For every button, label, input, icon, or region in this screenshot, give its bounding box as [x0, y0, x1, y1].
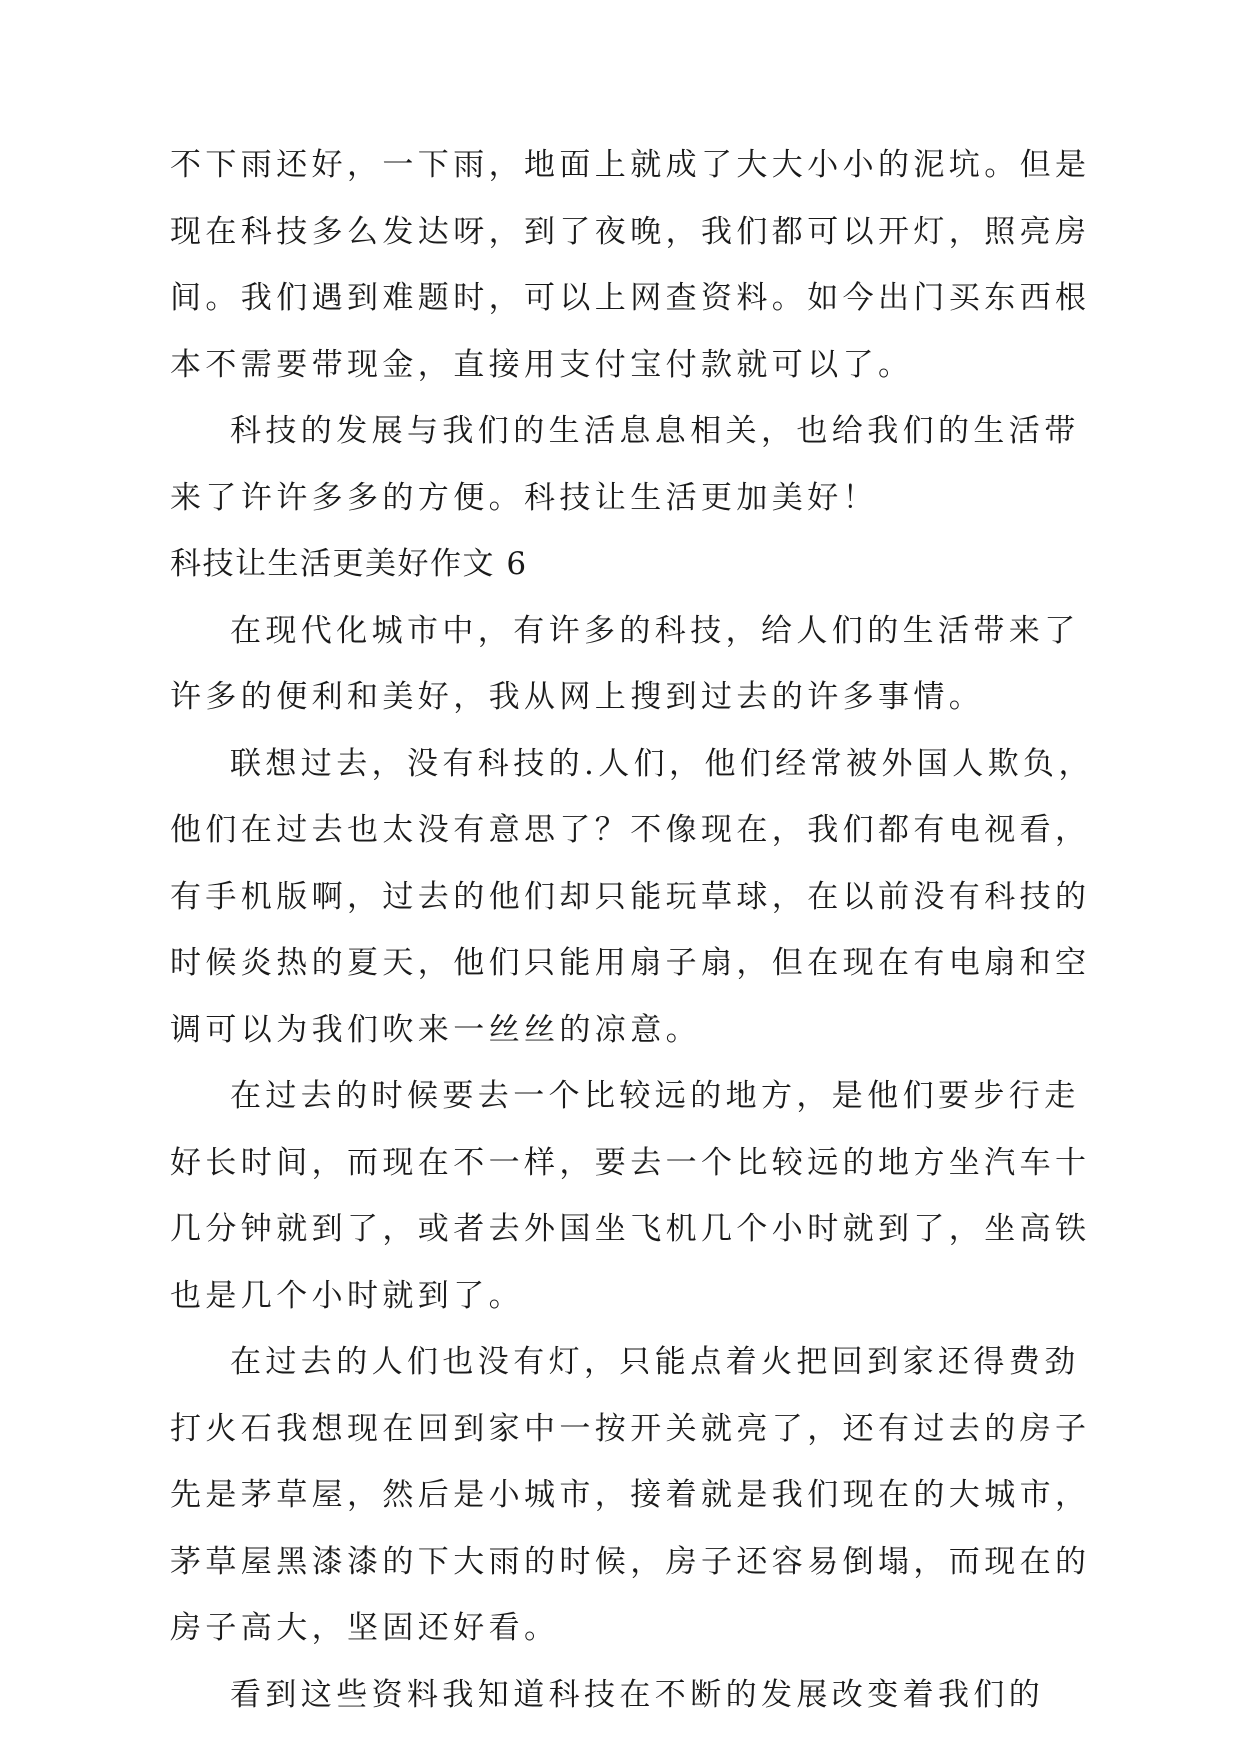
text-line: 看到这些资料我知道科技在不断的发展改变着我们的 — [230, 1677, 1045, 1713]
text-line: 许多的便利和美好，我从网上搜到过去的许多事情。 — [170, 679, 985, 715]
text-line: 本不需要带现金，直接用支付宝付款就可以了。 — [170, 347, 914, 383]
text-line: 在过去的时候要去一个比较远的地方，是他们要步行走 — [230, 1078, 1080, 1114]
text-line: 科技的发展与我们的生活息息相关，也给我们的生活带 — [230, 413, 1080, 449]
text-line: 有手机版啊，过去的他们却只能玩草球，在以前没有科技的 — [170, 879, 1091, 915]
text-line: 在现代化城市中，有许多的科技，给人们的生活带来了 — [230, 613, 1080, 649]
text-line: 先是茅草屋，然后是小城市，接着就是我们现在的大城市， — [170, 1477, 1091, 1513]
text-line: 茅草屋黑漆漆的下大雨的时候，房子还容易倒塌，而现在的 — [170, 1544, 1091, 1580]
text-line: 来了许许多多的方便。科技让生活更加美好！ — [170, 480, 878, 516]
section-heading: 科技让生活更美好作文 6 — [170, 546, 528, 582]
text-line: 房子高大，坚固还好看。 — [170, 1610, 560, 1646]
text-line: 打火石我想现在回到家中一按开关就亮了，还有过去的房子 — [170, 1411, 1091, 1447]
text-line: 好长时间，而现在不一样，要去一个比较远的地方坐汽车十 — [170, 1145, 1091, 1181]
text-line: 时候炎热的夏天，他们只能用扇子扇，但在现在有电扇和空 — [170, 945, 1091, 981]
text-line: 联想过去，没有科技的.人们，他们经常被外国人欺负， — [230, 746, 1094, 782]
text-line: 调可以为我们吹来一丝丝的凉意。 — [170, 1012, 701, 1048]
text-line: 现在科技多么发达呀，到了夜晚，我们都可以开灯，照亮房 — [170, 214, 1091, 250]
text-line: 间。我们遇到难题时，可以上网查资料。如今出门买东西根 — [170, 280, 1091, 316]
text-line: 不下雨还好，一下雨，地面上就成了大大小小的泥坑。但是 — [170, 147, 1091, 183]
text-line: 在过去的人们也没有灯，只能点着火把回到家还得费劲 — [230, 1344, 1080, 1380]
text-line: 也是几个小时就到了。 — [170, 1278, 524, 1314]
text-line: 他们在过去也太没有意思了？不像现在，我们都有电视看， — [170, 812, 1091, 848]
text-line: 几分钟就到了，或者去外国坐飞机几个小时就到了，坐高铁 — [170, 1211, 1091, 1247]
